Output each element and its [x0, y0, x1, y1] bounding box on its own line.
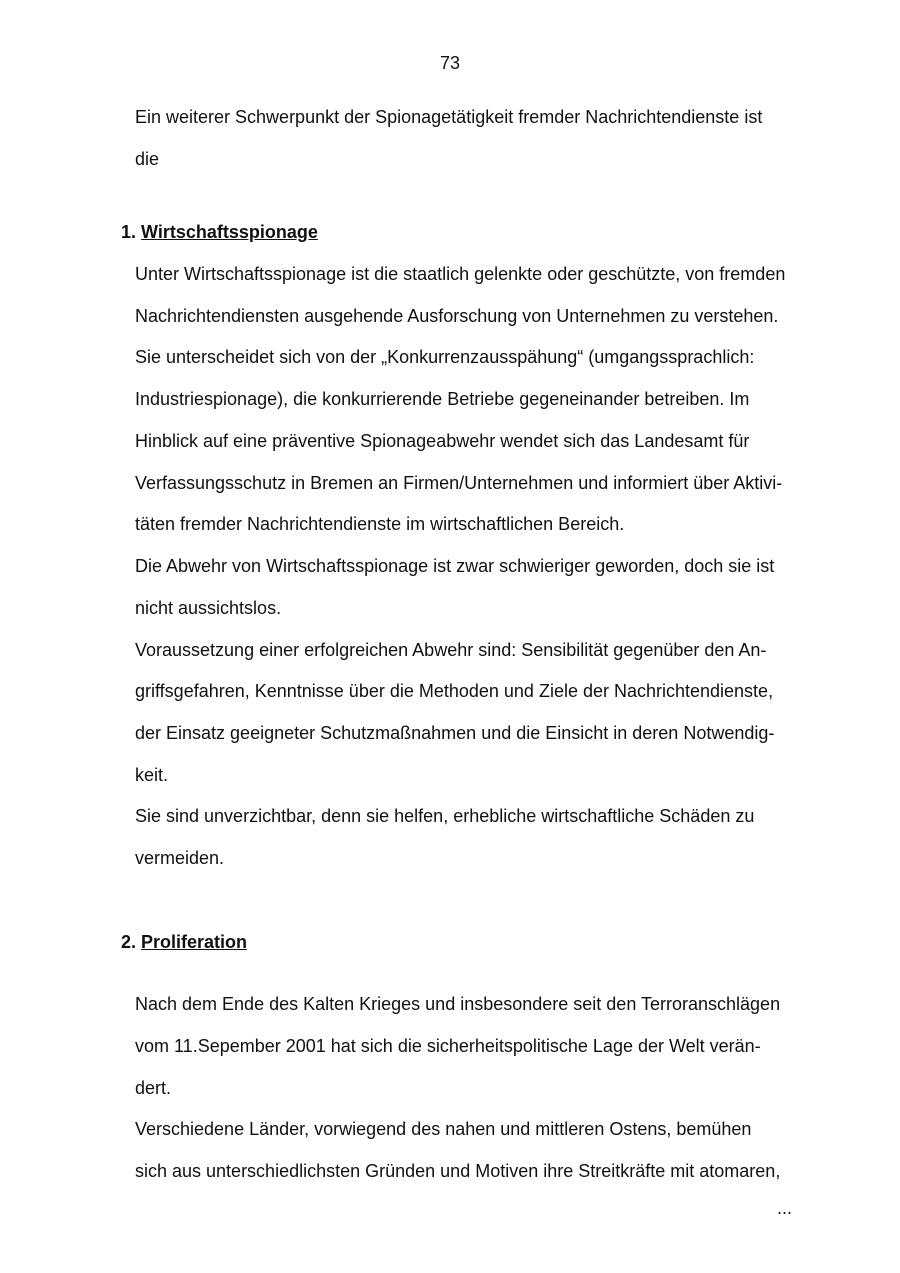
section-1-title: Wirtschaftsspionage	[141, 222, 318, 242]
section-1-line: Verfassungsschutz in Bremen an Firmen/Unternehmen und informiert über Aktivi-	[135, 473, 783, 493]
section-1-line: Sie unterscheidet sich von der „Konkurrenzausspähung“ (umgangssprachlich:	[135, 347, 755, 367]
section-1-line: Die Abwehr von Wirtschaftsspionage ist zwar schwieriger geworden, doch sie ist	[135, 556, 775, 576]
section-1-line: nicht aussichtslos.	[135, 598, 282, 618]
section-1-line: Sie sind unverzichtbar, denn sie helfen, erhebliche wirtschaftliche Schäden zu	[135, 806, 755, 826]
intro-line-2: die	[135, 149, 160, 169]
section-1-line: der Einsatz geeigneter Schutzmaßnahmen und die Einsicht in deren Notwendig-	[135, 723, 775, 743]
section-2-heading	[121, 932, 247, 953]
section-2-line: dert.	[135, 1078, 172, 1098]
section-1-line: keit.	[135, 765, 169, 785]
section-2-line: Nach dem Ende des Kalten Krieges und insbesondere seit den Terroranschlägen	[135, 994, 781, 1014]
page-number: 73	[439, 53, 461, 73]
section-2-line: vom 11.Sepember 2001 hat sich die sicherheitspolitische Lage der Welt verän-	[135, 1036, 761, 1056]
section-2-line: sich aus unterschiedlichsten Gründen und Motiven ihre Streitkräfte mit atomaren,	[135, 1161, 781, 1181]
intro-line-1: Ein weiterer Schwerpunkt der Spionagetätigkeit fremder Nachrichtendienste ist	[135, 107, 763, 127]
section-1-line: Industriespionage), die konkurrierende Betriebe gegeneinander betreiben. Im	[135, 389, 750, 409]
section-1-line: Unter Wirtschaftsspionage ist die staatlich gelenkte oder geschützte, von fremden	[135, 264, 786, 284]
section-1-heading	[121, 222, 318, 243]
section-1-line: Hinblick auf eine präventive Spionageabwehr wendet sich das Landesamt für	[135, 431, 750, 451]
section-1-line: Nachrichtendiensten ausgehende Ausforschung von Unternehmen zu verstehen.	[135, 306, 779, 326]
section-2-line: Verschiedene Länder, vorwiegend des nahen und mittleren Ostens, bemühen	[135, 1119, 752, 1139]
section-1-line: Voraussetzung einer erfolgreichen Abwehr sind: Sensibilität gegenüber den An-	[135, 640, 767, 660]
section-1-line: griffsgefahren, Kenntnisse über die Methoden und Ziele der Nachrichtendienste,	[135, 681, 774, 701]
section-1-line: vermeiden.	[135, 848, 225, 868]
section-2-title: Proliferation	[141, 932, 248, 952]
section-1-number: 1.	[121, 222, 137, 242]
section-1-line: täten fremder Nachrichtendienste im wirtschaftlichen Bereich.	[135, 514, 625, 534]
continuation-marker: ...	[776, 1198, 792, 1218]
section-2-number: 2.	[121, 932, 137, 952]
